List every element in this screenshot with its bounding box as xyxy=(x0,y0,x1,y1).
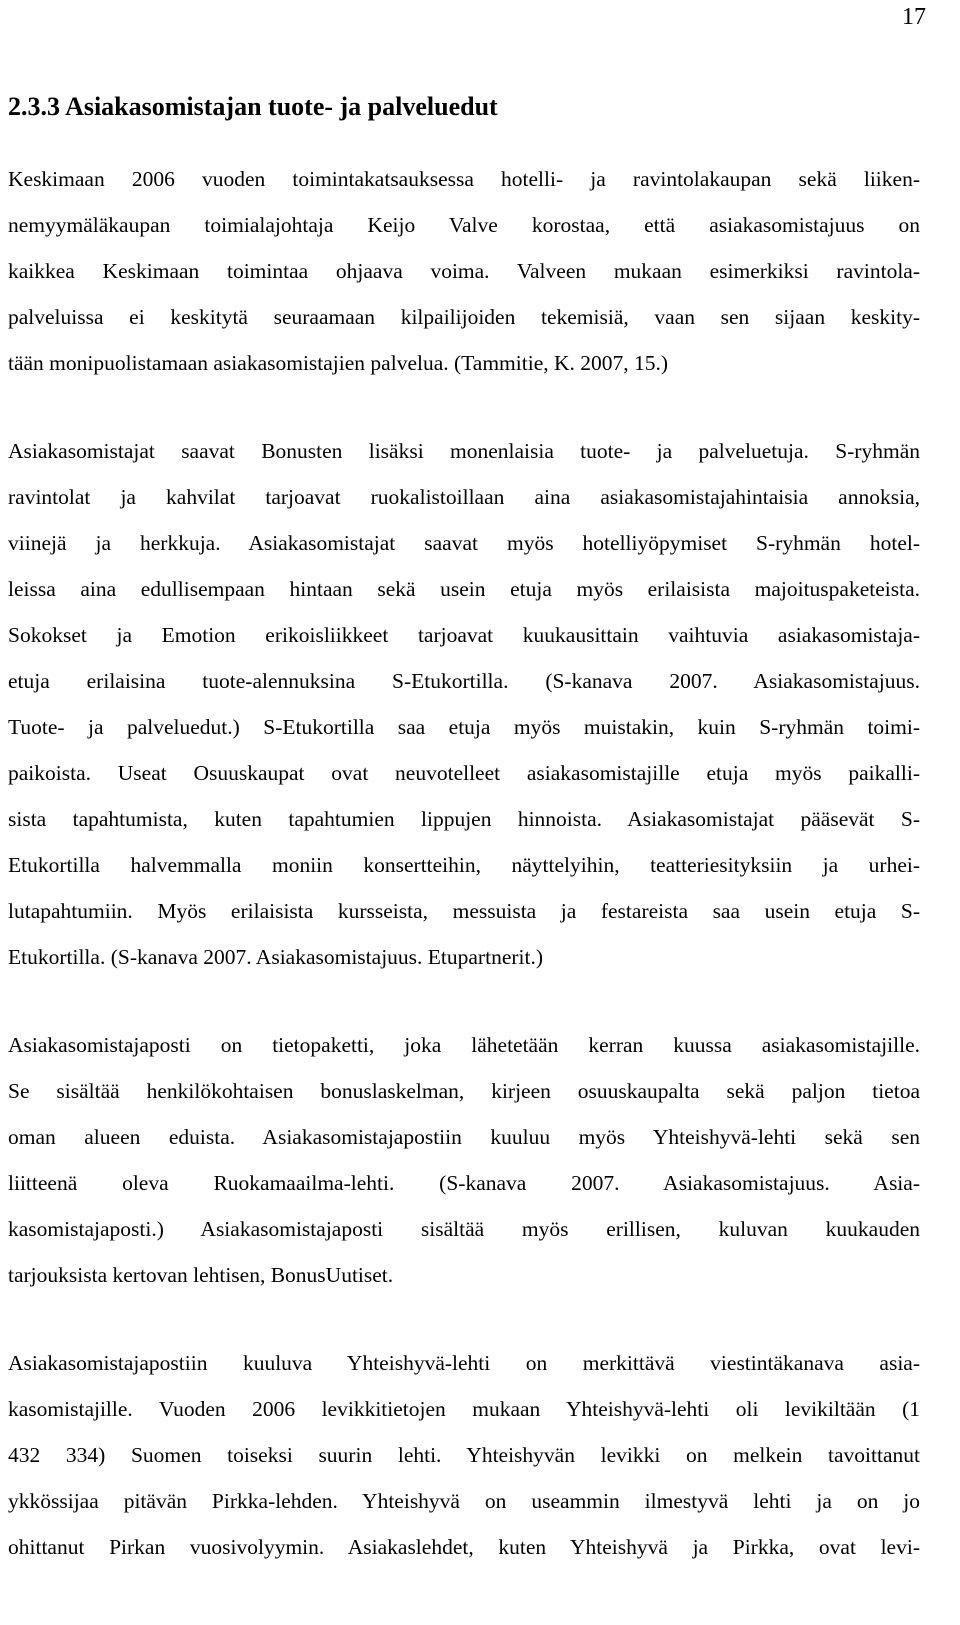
text-line: kasomistajille. Vuoden 2006 levikkitietojen mukaan Yhteishyvä-lehti oli levikiltään (1 xyxy=(8,1397,920,1421)
section-heading: 2.3.3 Asiakasomistajan tuote- ja palveluedut xyxy=(8,92,498,121)
text-line: liitteenä oleva Ruokamaailma-lehti. (S-kanava 2007. Asiakasomistajuus. Asia- xyxy=(8,1171,920,1195)
text-line: nemyymäläkaupan toimialajohtaja Keijo Valve korostaa, että asiakasomistajuus on xyxy=(8,213,920,237)
text-line: ravintolat ja kahvilat tarjoavat ruokalistoillaan aina asiakasomistajahintaisia annoksia, xyxy=(8,485,920,509)
text-line: Sokokset ja Emotion erikoisliikkeet tarjoavat kuukausittain vaihtuvia asiakasomistaja- xyxy=(8,623,920,647)
text-line: sista tapahtumista, kuten tapahtumien lippujen hinnoista. Asiakasomistajat pääsevät S- xyxy=(8,807,920,831)
text-line: Asiakasomistajapostiin kuuluva Yhteishyvä-lehti on merkittävä viestintäkanava asia- xyxy=(8,1351,920,1375)
text-line: tarjouksista kertovan lehtisen, BonusUutiset. xyxy=(8,1263,394,1287)
text-line: Se sisältää henkilökohtaisen bonuslaskelman, kirjeen osuuskaupalta sekä paljon tietoa xyxy=(8,1079,920,1103)
body-text xyxy=(8,156,920,1570)
paragraph xyxy=(8,1022,920,1298)
text-line: Etukortilla halvemmalla moniin konsertteihin, näyttelyihin, teatteriesityksiin ja urhei- xyxy=(8,853,920,877)
text-line: ohittanut Pirkan vuosivolyymin. Asiakaslehdet, kuten Yhteishyvä ja Pirkka, ovat levi- xyxy=(8,1535,920,1559)
text-line: leissa aina edullisempaan hintaan sekä usein etuja myös erilaisista majoituspaketeista. xyxy=(8,577,920,601)
text-line: Keskimaan 2006 vuoden toimintakatsauksessa hotelli- ja ravintolakaupan sekä liiken- xyxy=(8,167,920,191)
text-line: oman alueen eduista. Asiakasomistajapostiin kuuluu myös Yhteishyvä-lehti sekä sen xyxy=(8,1125,920,1149)
text-line: kaikkea Keskimaan toimintaa ohjaava voima. Valveen mukaan esimerkiksi ravintola- xyxy=(8,259,920,283)
paragraph xyxy=(8,428,920,980)
text-line: 432 334) Suomen toiseksi suurin lehti. Yhteishyvän levikki on melkein tavoittanut xyxy=(8,1443,920,1467)
paragraph xyxy=(8,156,920,386)
page-number: 17 xyxy=(902,4,926,30)
text-line: Etukortilla. (S-kanava 2007. Asiakasomistajuus. Etupartnerit.) xyxy=(8,945,544,969)
text-line: ykkössijaa pitävän Pirkka-lehden. Yhteishyvä on useammin ilmestyvä lehti ja on jo xyxy=(8,1489,920,1513)
text-line: paikoista. Useat Osuuskaupat ovat neuvotelleet asiakasomistajille etuja myös paikalli- xyxy=(8,761,920,785)
text-line: Asiakasomistajat saavat Bonusten lisäksi monenlaisia tuote- ja palveluetuja. S-ryhmän xyxy=(8,439,920,463)
text-line: etuja erilaisina tuote-alennuksina S-Etukortilla. (S-kanava 2007. Asiakasomistajuus. xyxy=(8,669,920,693)
text-line: lutapahtumiin. Myös erilaisista kursseista, messuista ja festareista saa usein etuja S- xyxy=(8,899,920,923)
text-line: tään monipuolistamaan asiakasomistajien palvelua. (Tammitie, K. 2007, 15.) xyxy=(8,351,669,375)
text-line: viinejä ja herkkuja. Asiakasomistajat saavat myös hotelliyöpymiset S-ryhmän hotel- xyxy=(8,531,920,555)
text-line: Tuote- ja palveluedut.) S-Etukortilla saa etuja myös muistakin, kuin S-ryhmän toimi- xyxy=(8,715,920,739)
text-line: kasomistajaposti.) Asiakasomistajaposti sisältää myös erillisen, kuluvan kuukauden xyxy=(8,1217,920,1241)
text-line: palveluissa ei keskitytä seuraamaan kilpailijoiden tekemisiä, vaan sen sijaan keskity- xyxy=(8,305,920,329)
text-line: Asiakasomistajaposti on tietopaketti, joka lähetetään kerran kuussa asiakasomistajille. xyxy=(8,1033,920,1057)
paragraph xyxy=(8,1340,920,1570)
